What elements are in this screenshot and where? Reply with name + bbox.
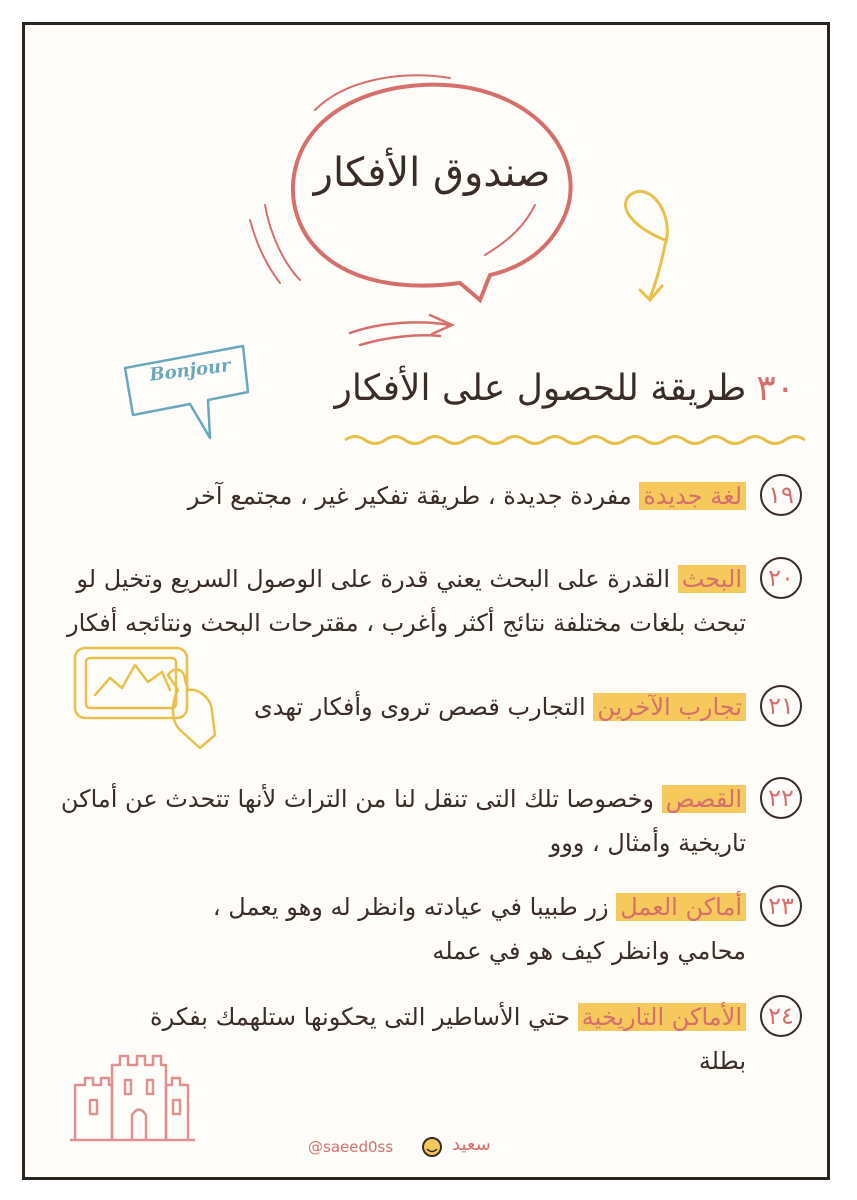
item-text: زر طبيبا في عيادته وانظر له وهو يعمل ، محامي وانظر كيف هو في عمله [212,893,746,965]
item-highlight: أماكن العمل [616,893,746,921]
item-number-badge: ٢١ [760,685,802,727]
item-text: حتي الأساطير التى يحكونها ستلهمك بفكرة بطلة [150,1003,746,1075]
bonjour-sticker: Bonjour [148,355,232,386]
item-text: القدرة على البحث يعني قدرة على الوصول السريع وتخيل لو تبحث بلغات مختلفة نتائج أكثر وأغرب ، مقترحات البحث ونتائجه أفكار [67,565,746,637]
headline-number: ٣٠ [756,368,795,409]
list-item [52,885,802,973]
item-number-badge: ٢٤ [760,995,802,1037]
item-highlight: تجارب الآخرين [593,693,746,721]
list-item [52,557,802,645]
headline-text: طريقة للحصول على الأفكار [334,368,747,409]
tablet-chart-icon [75,648,215,748]
item-highlight: القصص [662,785,746,813]
item-number-badge: ١٩ [760,474,802,516]
item-text: وخصوصا تلك التى تنقل لنا من التراث لأنها تتحدث عن أماكن تاريخية وأمثال ، ووو [60,785,746,857]
list-item [52,995,802,1083]
item-number-badge: ٢٠ [760,557,802,599]
page-title: صندوق الأفكار [313,150,551,196]
list-item [52,474,802,518]
author-name: سعيد [452,1134,491,1155]
item-number-badge: ٢٢ [760,777,802,819]
squiggle-arrow-icon [625,191,667,300]
author-handle: @saeed0ss [308,1138,394,1156]
item-text: التجارب قصص تروى وأفكار تهدى [253,693,586,721]
smiley-icon [423,1138,441,1156]
arrow-icon [350,315,452,345]
item-number-badge: ٢٣ [760,885,802,927]
headline [334,368,795,409]
list-item [242,685,802,729]
item-text: مفردة جديدة ، طريقة تفكير غير ، مجتمع آخر [187,482,632,510]
item-highlight: لغة جديدة [639,482,746,510]
list-item [52,777,802,865]
item-highlight: الأماكن التاريخية [578,1003,746,1031]
wavy-underline-icon [345,437,805,444]
item-highlight: البحث [678,565,746,593]
